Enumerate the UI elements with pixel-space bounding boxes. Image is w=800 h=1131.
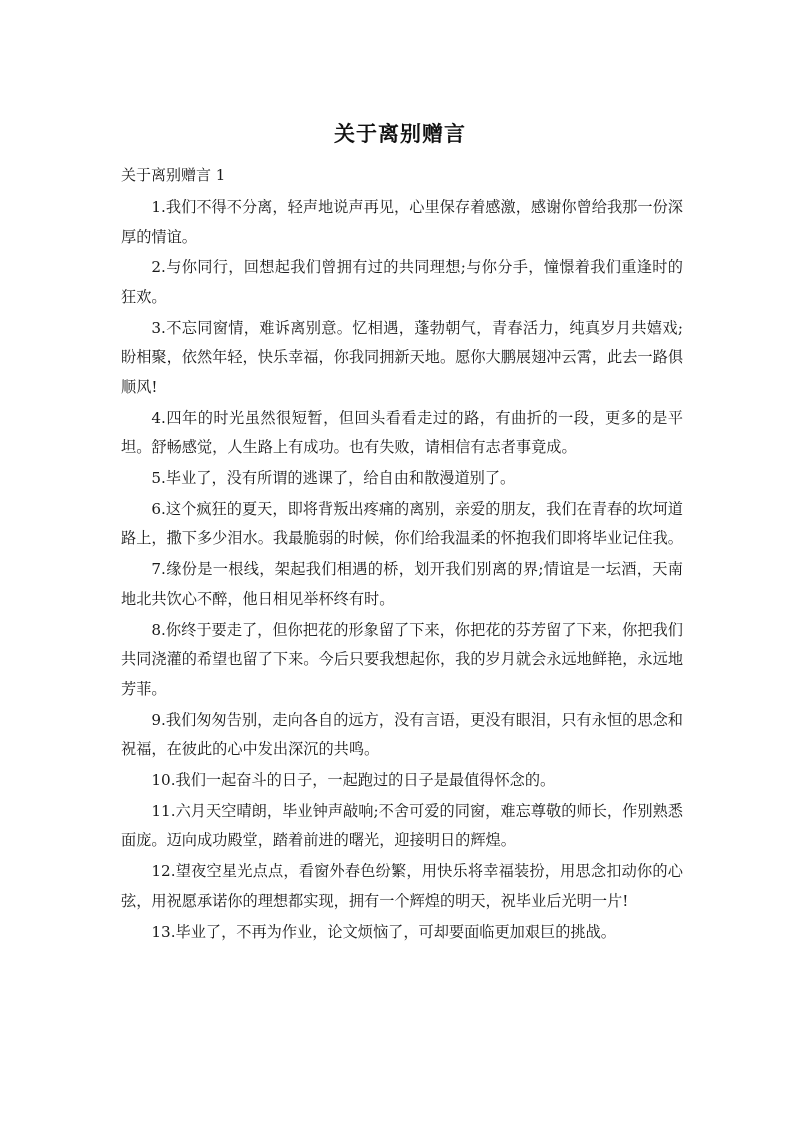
section-heading: 关于离别赠言 1: [121, 166, 226, 184]
paragraph-4: 4.四年的时光虽然很短暂，但回头看看走过的路，有曲折的一段，更多的是平坦。舒畅感觉，人生路上有成功。也有失败，请相信有志者事竟成。: [121, 408, 683, 457]
paragraph-12: 12.望夜空星光点点，看窗外春色纷繁，用快乐将幸福装扮，用思念扣动你的心弦，用祝愿承诺你的理想都实现，拥有一个辉煌的明天，祝毕业后光明一片!: [121, 862, 683, 910]
paragraph-2: 2.与你同行，回想起我们曾拥有过的共同理想;与你分手，憧憬着我们重逢时的狂欢。: [121, 258, 683, 306]
paragraph-6: 6.这个疯狂的夏天，即将背叛出疼痛的离别，亲爱的朋友，我们在青春的坎坷道路上，撒下多少泪水。我最脆弱的时候，你们给我温柔的怀抱我们即将毕业记住我。: [121, 499, 683, 548]
paragraph-11: 11.六月天空晴朗，毕业钟声敲响;不舍可爱的同窗，难忘尊敬的师长，作别熟悉面庞。迈向成功殿堂，踏着前进的曙光，迎接明日的辉煌。: [121, 801, 683, 850]
paragraph-13: 13.毕业了，不再为作业，论文烦恼了，可却要面临更加艰巨的挑战。: [151, 922, 616, 941]
paragraph-3: 3.不忘同窗情，难诉离别意。忆相遇，蓬勃朝气，青春活力，纯真岁月共嬉戏;盼相聚，依然年轻，快乐幸福，你我同拥新天地。愿你大鹏展翅冲云霄，此去一路俱顺风!: [121, 318, 683, 396]
paragraph-10: 10.我们一起奋斗的日子，一起跑过的日子是最值得怀念的。: [151, 770, 556, 789]
paragraph-9: 9.我们匆匆告别，走向各自的远方，没有言语，更没有眼泪，只有永恒的思念和祝福，在彼此的心中发出深沉的共鸣。: [121, 710, 683, 759]
document-body: [121, 193, 683, 948]
document-title: 关于离别赠言: [334, 122, 466, 146]
paragraph-7: 7.缘份是一根线，架起我们相遇的桥，划开我们别离的界;情谊是一坛酒，天南地北共饮心不醉，他日相见举杯终有时。: [121, 560, 683, 608]
paragraph-1: 1.我们不得不分离，轻声地说声再见，心里保存着感激，感谢你曾给我那一份深厚的情谊。: [121, 198, 683, 246]
paragraph-5: 5.毕业了，没有所谓的逃课了，给自由和散漫道别了。: [151, 469, 516, 488]
paragraph-8: 8.你终于要走了，但你把花的形象留了下来，你把花的芬芳留了下来，你把我们共同浇灌的希望也留了下来。今后只要我想起你，我的岁月就会永远地鲜艳，永远地芳菲。: [121, 620, 683, 698]
